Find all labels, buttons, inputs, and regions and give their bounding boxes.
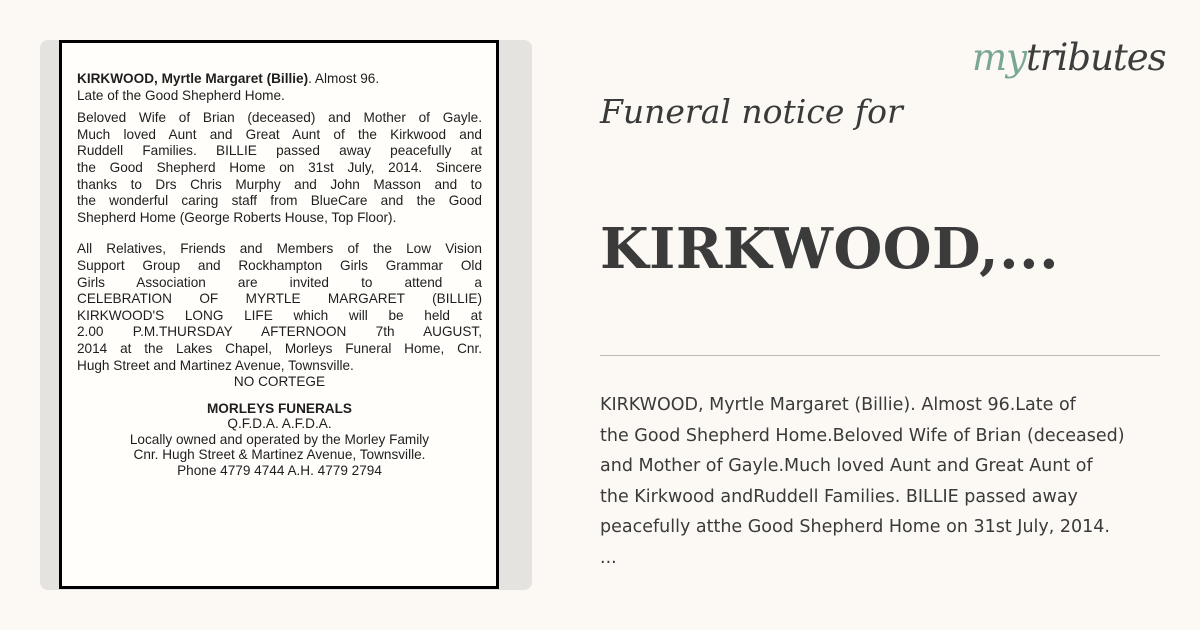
logo-tributes: tributes — [1026, 36, 1166, 79]
excerpt-ellipsis: ... — [600, 547, 617, 568]
mytributes-logo[interactable] — [972, 36, 1166, 79]
notice-para2-line: CELEBRATION OF MYRTLE MARGARET (BILLIE) — [77, 291, 482, 307]
notice-para2-line: All Relatives, Friends and Members of the Low Vision — [77, 241, 482, 257]
notice-para1-line: Shepherd Home (George Roberts House, Top Floor). — [77, 209, 397, 225]
funeral-home-address: Cnr. Hugh Street & Martinez Avenue, Townsville. — [133, 447, 426, 463]
excerpt-line: the Kirkwood andRuddell Families. BILLIE passed away — [600, 486, 1078, 507]
excerpt-line: peacefully atthe Good Shepherd Home on 31st July, 2014. — [600, 517, 1110, 537]
notice-para2-line: Hugh Street and Martinez Avenue, Townsville. — [77, 357, 354, 373]
notice-para2-line: 2014 at the Lakes Chapel, Morleys Funeral Home, Cnr. — [77, 340, 482, 356]
notice-para1-line: Much loved Aunt and Great Aunt of the Kirkwood and — [77, 126, 482, 142]
deceased-name-title: KIRKWOOD,... — [600, 216, 1060, 282]
funeral-home-phone: Phone 4779 4744 A.H. 4779 2794 — [177, 463, 382, 479]
notice-image-frame — [40, 40, 532, 590]
notice-para1-line: thanks to Drs Chris Murphy and John Masson and to — [77, 176, 482, 192]
notice-para2-line: KIRKWOOD'S LONG LIFE which will be held at — [77, 307, 482, 323]
newspaper-clipping — [59, 40, 499, 589]
notice-para2-line: Girls Association are invited to attend a — [77, 274, 482, 290]
notice-cortege: NO CORTEGE — [233, 374, 326, 390]
notice-para2-line: Support Group and Rockhampton Girls Grammar Old — [77, 257, 482, 273]
excerpt-line: and Mother of Gayle.Much loved Aunt and Great Aunt of — [600, 456, 1093, 476]
notice-para1-line: Ruddell Families. BILLIE passed away peacefully at — [77, 143, 482, 159]
funeral-home-ownership: Locally owned and operated by the Morley Family — [129, 431, 430, 447]
notice-para1-line: Beloved Wife of Brian (deceased) and Mother of Gayle. — [77, 110, 482, 126]
funeral-notice-for-heading: Funeral notice for — [600, 92, 903, 131]
notice-excerpt — [600, 390, 1200, 573]
notice-para2-line: 2.00 P.M.THURSDAY AFTERNOON 7th AUGUST, — [77, 324, 482, 340]
divider — [600, 355, 1160, 356]
notice-name-line: KIRKWOOD, Myrtle Margaret (Billie). Almost 96. — [77, 71, 380, 86]
excerpt-line: KIRKWOOD, Myrtle Margaret (Billie). Almost 96.Late of — [600, 395, 1076, 415]
notice-para1-line: the Good Shepherd Home on 31st July, 2014. Sincere — [77, 159, 482, 175]
notice-late-of: Late of the Good Shepherd Home. — [77, 87, 285, 103]
funeral-home-name: MORLEYS FUNERALS — [206, 400, 352, 416]
excerpt-line: the Good Shepherd Home.Beloved Wife of Brian (deceased) — [600, 425, 1125, 446]
notice-para1-line: the wonderful caring staff from BlueCare and the Good — [77, 193, 482, 209]
funeral-home-credentials: Q.F.D.A. A.F.D.A. — [227, 416, 332, 432]
logo-my: my — [972, 36, 1026, 79]
